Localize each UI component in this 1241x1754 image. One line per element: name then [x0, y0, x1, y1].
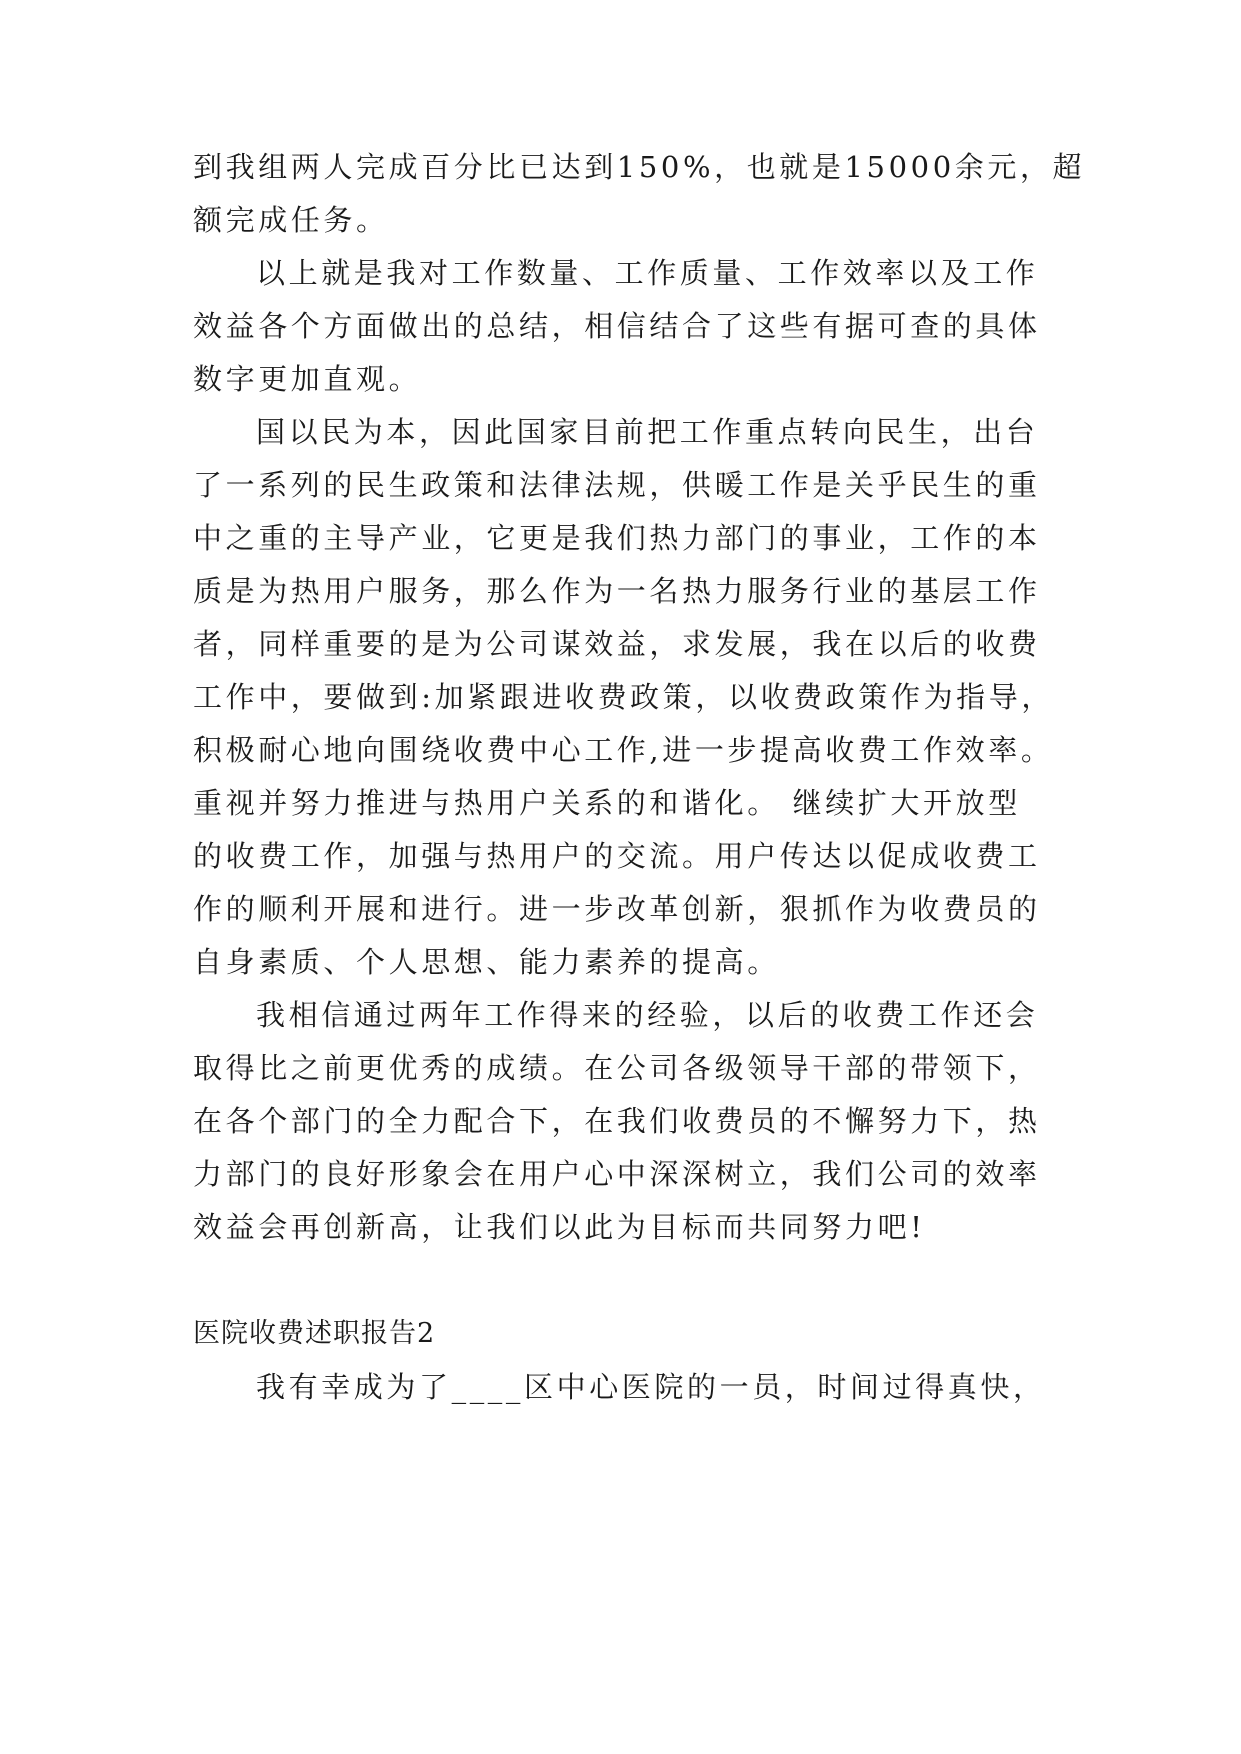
- paragraph-line: 力部门的良好形象会在用户心中深深树立，我们公司的效率: [193, 1157, 1041, 1191]
- paragraph-line: 数字更加直观。: [193, 362, 422, 396]
- paragraph-line: 效益会再创新高，让我们以此为目标而共同努力吧!: [193, 1210, 926, 1244]
- paragraph-line: 质是为热用户服务，那么作为一名热力服务行业的基层工作: [193, 574, 1041, 608]
- paragraph-line: 自身素质、个人思想、能力素养的提高。: [193, 945, 780, 979]
- paragraph-line: 我相信通过两年工作得来的经验，以后的收费工作还会: [256, 998, 1039, 1032]
- paragraph-line: 取得比之前更优秀的成绩。在公司各级领导干部的带领下，: [193, 1051, 1041, 1085]
- paragraph-line: 了一系列的民生政策和法律法规，供暖工作是关乎民生的重: [193, 468, 1041, 502]
- paragraph-line: 我有幸成为了____区中心医院的一员，时间过得真快，: [256, 1370, 1046, 1404]
- paragraph-line: 额完成任务。: [193, 203, 389, 237]
- paragraph-line: 国以民为本，因此国家目前把工作重点转向民生，出台: [256, 415, 1039, 449]
- paragraph-line: 作的顺利开展和进行。进一步改革创新，狠抓作为收费员的: [193, 892, 1041, 926]
- paragraph-line: 到我组两人完成百分比已达到150%，也就是15000余元，超: [193, 150, 1086, 184]
- paragraph-line: 者，同样重要的是为公司谋效益，求发展，我在以后的收费: [193, 627, 1041, 661]
- paragraph-line: 积极耐心地向围绕收费中心工作,进一步提高收费工作效率。: [193, 733, 1054, 767]
- section-title: 医院收费述职报告2: [193, 1318, 436, 1349]
- paragraph-line: 效益各个方面做出的总结，相信结合了这些有据可查的具体: [193, 309, 1041, 343]
- paragraph-line: 以上就是我对工作数量、工作质量、工作效率以及工作: [256, 256, 1039, 290]
- paragraph-line: 工作中，要做到:加紧跟进收费政策，以收费政策作为指导，: [193, 680, 1054, 714]
- paragraph-line: 在各个部门的全力配合下，在我们收费员的不懈努力下，热: [193, 1104, 1041, 1138]
- paragraph-line: 的收费工作，加强与热用户的交流。用户传达以促成收费工: [193, 839, 1041, 873]
- paragraph-line: 重视并努力推进与热用户关系的和谐化。 继续扩大开放型: [193, 786, 1021, 820]
- paragraph-line: 中之重的主导产业，它更是我们热力部门的事业，工作的本: [193, 521, 1041, 555]
